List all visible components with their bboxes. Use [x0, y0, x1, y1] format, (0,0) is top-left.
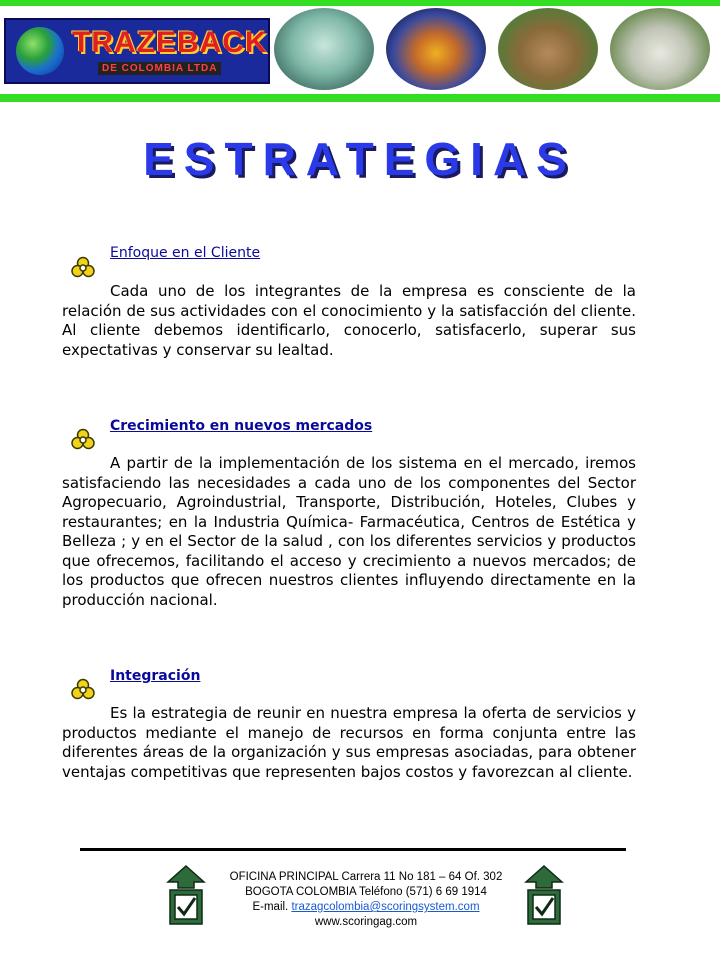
cattle-photo — [610, 8, 710, 90]
section-heading-enfoque-cliente[interactable]: Enfoque en el Cliente — [110, 245, 261, 261]
section-body-integracion: Es la estrategia de reunir en nuestra empresa la oferta de servicios y productos mediante el manejo de recursos en forma conjunta entre las diferentes áreas de la organización y sus empresas asociadas, para obtener ventajas competitivas que representen bajos costos y favorezcan al cliente. — [62, 704, 636, 781]
section-crecimiento-mercados — [62, 416, 636, 616]
section-body-crecimiento-mercados: A partir de la implementación de los sistema en el mercado, iremos satisfaciendo las necesidades a cada uno de los componentes del Sector Agropecuario, Agroindustrial, Transporte, Distribución, Hoteles, Clubes y restaurantes; en la Industria Química- Farmacéutica, Centros de Estética y Belleza ; y en el Sector de la salud , con los diferentes servicios y productos que ofrecemos, facilitando el acceso y crecimiento a nuevos mercados; de los productos que ofrecen nuestros clientes influyendo directamente en la producción nacional. — [62, 454, 636, 609]
footer-email-label: E-mail. — [252, 901, 292, 913]
footer-email-link[interactable]: trazagcolombia@scoringsystem.com — [291, 901, 480, 913]
biohazard-icon — [70, 426, 96, 452]
section-heading-crecimiento-mercados[interactable]: Crecimiento en nuevos mercados — [110, 418, 373, 434]
footer-divider — [80, 848, 626, 851]
section-integracion — [62, 666, 636, 806]
footer-website[interactable]: www.scoringag.com — [314, 916, 418, 928]
footer-email-line — [180, 900, 552, 915]
company-logo[interactable] — [4, 18, 270, 84]
page-title: ESTRATEGIAS — [143, 133, 577, 185]
header-top-bar — [0, 0, 720, 6]
header-bottom-bar — [0, 94, 720, 102]
logo-subtitle: DE COLOMBIA LTDA — [98, 62, 221, 75]
section-body-enfoque-cliente: Cada uno de los integrantes de la empresa es consciente de la relación de sus actividades con el conocimiento y la satisfacción del cliente. Al cliente debemos identificarlo, conocerlo, satisfacerlo, superar sus expectativas y conservar su lealtad. — [62, 282, 636, 359]
biohazard-icon — [70, 254, 96, 280]
footer-phone: BOGOTA COLOMBIA Teléfono (571) 6 69 1914 — [245, 886, 487, 898]
globe-icon — [16, 27, 64, 75]
section-enfoque-cliente — [62, 242, 636, 372]
lab-flasks-photo — [386, 8, 486, 90]
biohazard-icon — [70, 676, 96, 702]
surgeons-photo — [274, 8, 374, 90]
section-heading-integracion[interactable]: Integración — [110, 668, 201, 684]
footer-address: OFICINA PRINCIPAL Carrera 11 No 181 – 64 Of. 302 — [229, 871, 503, 883]
checklist-arrow-icon — [522, 864, 566, 928]
logo-title: TRAZEBACK — [72, 26, 268, 59]
footer-contact — [180, 870, 552, 930]
tractor-field-photo — [498, 8, 598, 90]
